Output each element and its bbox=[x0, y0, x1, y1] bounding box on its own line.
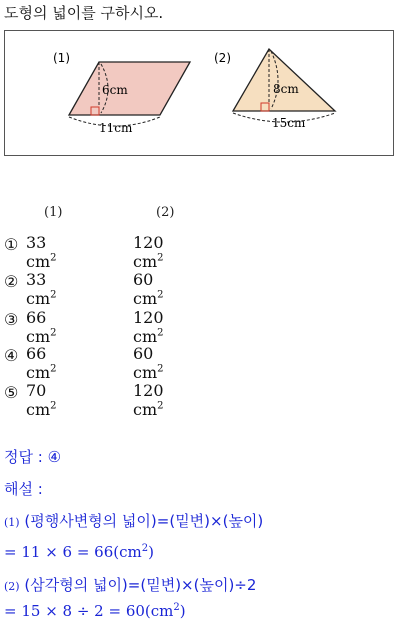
exponent: 2 bbox=[173, 602, 180, 613]
choice-4-number: ④ bbox=[4, 346, 19, 365]
choice-5-number: ⑤ bbox=[4, 383, 19, 402]
question-text: 도형의 넓이를 구하시오. bbox=[4, 4, 164, 22]
shape1-label: (1) bbox=[53, 51, 70, 65]
choice-5-value2: 120 cm bbox=[133, 381, 164, 419]
triangle-shape bbox=[233, 49, 335, 111]
shape2-label: (2) bbox=[214, 51, 231, 65]
exponent: 2 bbox=[157, 400, 164, 412]
choice-1-value2: 120 cm bbox=[133, 233, 164, 271]
choice-3-number: ③ bbox=[4, 310, 19, 329]
choice-5-value1: 70 cm bbox=[26, 381, 51, 419]
close-paren: ) bbox=[148, 543, 154, 561]
solution-line-3 bbox=[4, 574, 256, 595]
solution-line-4 bbox=[4, 602, 186, 620]
choice-4-value1: 66 cm bbox=[26, 344, 51, 382]
exponent: 2 bbox=[141, 543, 149, 554]
parallelogram-height-label: 6cm bbox=[102, 83, 128, 97]
choice-col2-header: (2) bbox=[156, 205, 175, 220]
exponent: 2 bbox=[157, 327, 164, 339]
solution-line-2 bbox=[4, 543, 154, 561]
solution-line-3-text: (삼각형의 넓이)=(밑변)×(높이)÷2 bbox=[24, 576, 257, 594]
choice-2-value2: 60 cm bbox=[133, 270, 158, 308]
choice-2-value1: 33 cm bbox=[26, 270, 51, 308]
parallelogram-base-label: 11cm bbox=[99, 121, 133, 135]
choice-2-number: ② bbox=[4, 272, 19, 291]
figure-box bbox=[4, 30, 394, 156]
exponent: 2 bbox=[50, 363, 57, 375]
choice-3-value1: 66 cm bbox=[26, 308, 51, 346]
solution-part1-mark: (1) bbox=[4, 516, 20, 529]
solution-line-1-text: (평행사변형의 넓이)=(밑변)×(높이) bbox=[24, 512, 264, 530]
explanation-label: 해설 : bbox=[4, 480, 43, 498]
parallelogram-shape bbox=[69, 62, 190, 115]
exponent: 2 bbox=[157, 289, 164, 301]
exponent: 2 bbox=[50, 252, 57, 264]
solution-part2-mark: (2) bbox=[4, 580, 20, 593]
choice-4-value2: 60 cm bbox=[133, 344, 158, 382]
choice-3-value2: 120 cm bbox=[133, 308, 164, 346]
choice-1-number: ① bbox=[4, 235, 19, 254]
exponent: 2 bbox=[50, 289, 57, 301]
exponent: 2 bbox=[50, 327, 57, 339]
choice-1-value1: 33 cm bbox=[26, 233, 51, 271]
triangle-height-label: 8cm bbox=[273, 82, 299, 96]
solution-line-2-text: = 11 × 6 = 66(cm bbox=[4, 543, 142, 561]
exponent: 2 bbox=[50, 400, 57, 412]
exponent: 2 bbox=[157, 363, 164, 375]
figure-svg bbox=[5, 31, 393, 155]
triangle-base-label: 15cm bbox=[272, 116, 306, 130]
exponent: 2 bbox=[157, 252, 164, 264]
close-paren: ) bbox=[179, 602, 186, 620]
solution-line-4-text: = 15 × 8 ÷ 2 = 60(cm bbox=[4, 602, 174, 620]
solution-line-1 bbox=[4, 510, 263, 531]
answer-label: 정답 : ④ bbox=[4, 448, 62, 466]
choice-col1-header: (1) bbox=[44, 205, 63, 220]
